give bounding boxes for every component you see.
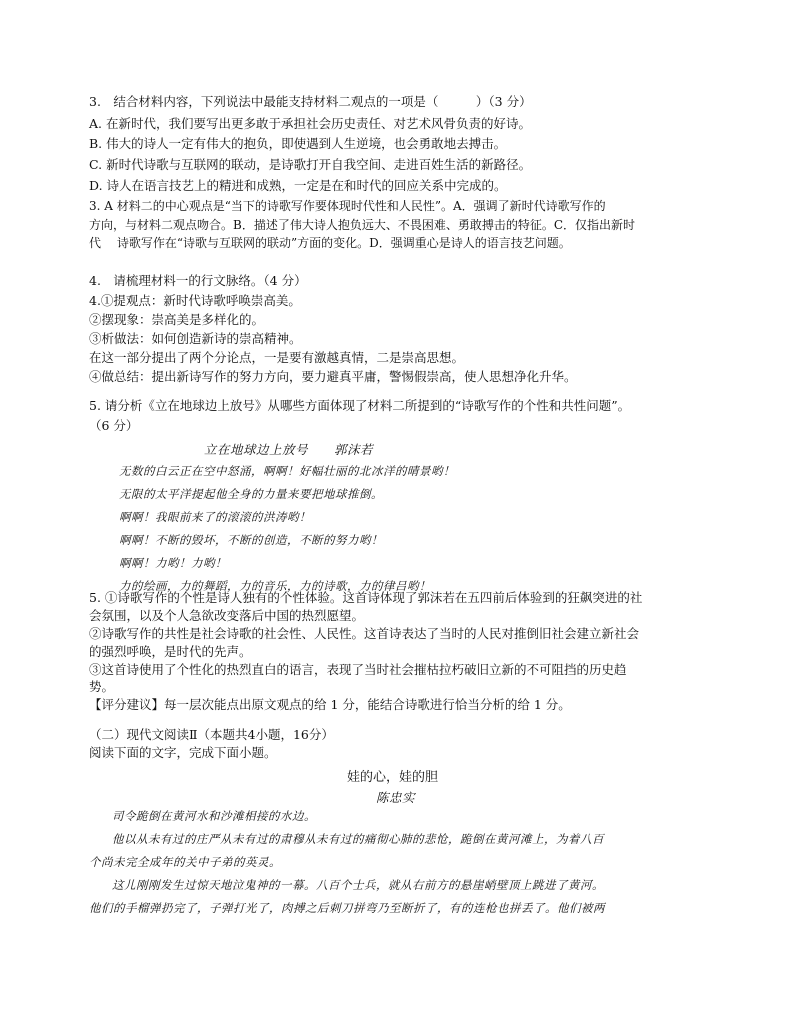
q4-answer-line: ④做总结：提出新诗写作的努力方向，要力避真平庸，警惕假崇高，使人思想净化升华。 [89,369,577,384]
story-author: 陈忠实 [376,790,416,805]
poem-line: 无限的太平洋提起他全身的力量来要把地球推倒。 [119,487,383,501]
poem-line: 啊啊！不断的毁坏，不断的创造，不断的努力哟！ [119,533,383,547]
q4-answer-line: ②摆现象：崇高美是多样化的。 [89,312,265,327]
q3-answer-line: 3. A 材料二的中心观点是“当下的诗歌写作要体现时代性和人民性”。A．强调了新时代诗歌写作的 [89,199,606,213]
story-title: 娃的心，娃的胆 [347,770,439,785]
q4-answer-line: ③析做法：如何创造新诗的崇高精神。 [89,331,302,346]
q5-answer-line: 5. ①诗歌写作的个性是诗人独有的个性体验。这首诗体现了郭沫若在五四前后体验到的狂飙突进的社 [89,590,643,605]
story-paragraph: 个尚未完全成年的关中子弟的英灵。 [89,855,281,869]
q4-answer-line: 4.①提观点：新时代诗歌呼唤崇高美。 [89,293,301,308]
q5-stem-line: 5. 请分析《立在地球边上放号》从哪些方面体现了材料二所提到的“诗歌写作的个性和共性问题”。 [89,398,631,413]
q4-answer-line: 在这一部分提出了两个分论点，一是要有激越真情，二是崇高思想。 [89,350,465,365]
q5-answer-line: ②诗歌写作的共性是社会诗歌的社会性、人民性。这首诗表达了当时的人民对推倒旧社会建立新社会 [89,626,640,641]
poem-line: 无数的白云正在空中怒涌，啊啊！好幅壮丽的北冰洋的晴景哟！ [119,464,455,478]
q3-option-d: D. 诗人在语言技艺上的精进和成熟，一定是在和时代的回应关系中完成的。 [89,178,507,193]
q3-option-c: C. 新时代诗歌与互联网的联动，是诗歌打开自我空间、走进百姓生活的新路径。 [89,157,532,172]
story-paragraph: 这儿刚刚发生过惊天地泣鬼神的一幕。八百个士兵，就从右前方的悬崖峭壁顶上跳进了黄河。 [112,878,604,892]
poem-line: 力的绘画，力的舞蹈，力的音乐，力的诗歌，力的律吕哟！ [119,579,431,593]
q5-answer-line: 的强烈呼唤，是时代的先声。 [89,644,252,659]
q5-answer-line: 势。 [89,679,115,694]
q3-answer-line: 代 诗歌写作在“诗歌与互联网的联动”方面的变化。D．强调重心是诗人的语言技艺问题。 [89,236,571,250]
q5-answer-line: 会氛围，以及个人急欲改变落后中国的热烈愿望。 [89,608,365,623]
q3-stem: 3. 结合材料内容，下列说法中最能支持材料二观点的一项是（ ）（3 分） [89,94,532,109]
q4-stem: 4. 请梳理材料一的行文脉络。（4 分） [89,273,307,288]
section-heading: （二）现代文阅读Ⅱ（本题共4小题，16分） [89,727,334,742]
q5-rubric: 【评分建议】每一层次能点出原文观点的给 1 分，能结合诗歌进行恰当分析的给 1 分。 [89,697,571,712]
section-instruction: 阅读下面的文字，完成下面小题。 [89,745,277,760]
poem-line: 啊啊！我眼前来了的滚滚的洪涛哟！ [119,510,311,524]
poem-line: 啊啊！力哟！力哟！ [119,556,227,570]
poem-title: 立在地球边上放号 郭沫若 [204,442,374,457]
q5-stem-line: （6 分） [89,418,139,433]
story-paragraph: 他以从未有过的庄严从未有过的肃穆从未有过的痛彻心肺的悲怆，跪倒在黄河滩上，为着八百 [112,832,604,846]
q3-answer-line: 方向，与材料二观点吻合。B．描述了伟大诗人抱负远大、不畏困难、勇敢搏击的特征。C．仅指出新时 [89,218,636,232]
story-paragraph: 他们的手榴弹扔完了，子弹打光了，肉搏之后刺刀拼弯乃至断折了，有的连枪也拼丢了。他们被两 [89,901,605,915]
story-paragraph: 司令跪倒在黄河水和沙滩相接的水边。 [112,809,316,823]
q3-option-b: B. 伟大的诗人一定有伟大的抱负，即使遇到人生逆境，也会勇敢地去搏击。 [89,136,507,151]
q5-answer-line: ③这首诗使用了个性化的热烈直白的语言，表现了当时社会摧枯拉朽破旧立新的不可阻挡的历史趋 [89,662,627,677]
q3-option-a: A. 在新时代，我们要写出更多敢于承担社会历史责任、对艺术风骨负责的好诗。 [89,116,531,131]
